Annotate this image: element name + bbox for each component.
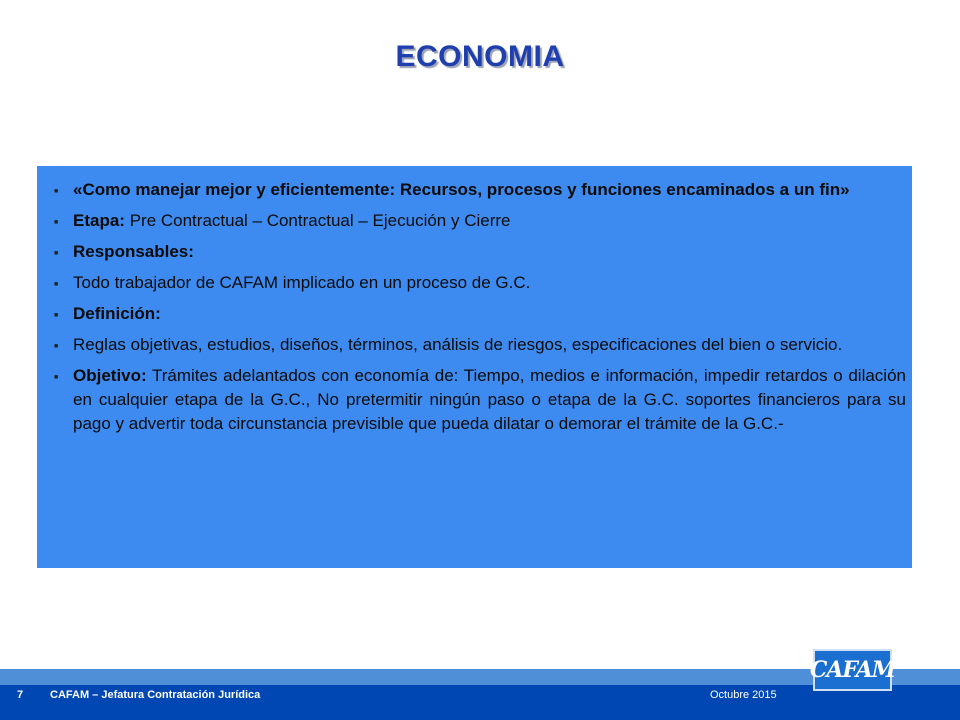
bullet-icon: ■ [54,250,59,257]
bullet-icon: ■ [54,281,59,288]
cafam-logo [809,649,896,691]
content-box [37,166,912,568]
bullet-icon: ■ [54,343,59,350]
list-item [53,178,906,202]
list-item [53,364,906,436]
item-text: Todo trabajador de CAFAM implicado en un proceso de G.C. [73,273,531,292]
footer-date: Octubre 2015 [710,689,777,701]
item-lead: Objetivo: [73,366,147,385]
item-text: Reglas objetivas, estudios, diseños, términos, análisis de riesgos, especificaciones del bien o servicio. [73,335,843,354]
list-item [53,271,906,295]
list-item [53,333,906,357]
list-item [53,240,906,264]
item-lead: Etapa: [73,211,125,230]
list-item [53,302,906,326]
bullet-icon: ■ [54,219,59,226]
page-number: 7 [17,689,24,701]
list-item [53,209,906,233]
bullet-icon: ■ [54,374,59,381]
footer-organization: CAFAM – Jefatura Contratación Jurídica [50,689,261,701]
bullet-icon: ■ [54,188,59,195]
logo-text: CAFAM [809,657,896,683]
item-text: Trámites adelantados con economía de: Tiempo, medios e información, impedir retardos o dilación en cualquier etapa de la G.C., No pretermitir ningún paso o etapa de la G.C. soportes financieros para su pago y advertir toda circunstancia previsible que pueda dilatar o demorar el trámite de la G.C.- [73,366,906,433]
item-lead: Definición: [73,304,161,323]
item-text: Pre Contractual – Contractual – Ejecución y Cierre [124,211,511,230]
item-lead: Responsables: [73,242,194,261]
slide-title: ECONOMIA [395,40,565,73]
item-lead: «Como manejar mejor y eficientemente: Recursos, procesos y funciones encaminados a un fin» [73,180,850,199]
bullet-icon: ■ [54,312,59,319]
